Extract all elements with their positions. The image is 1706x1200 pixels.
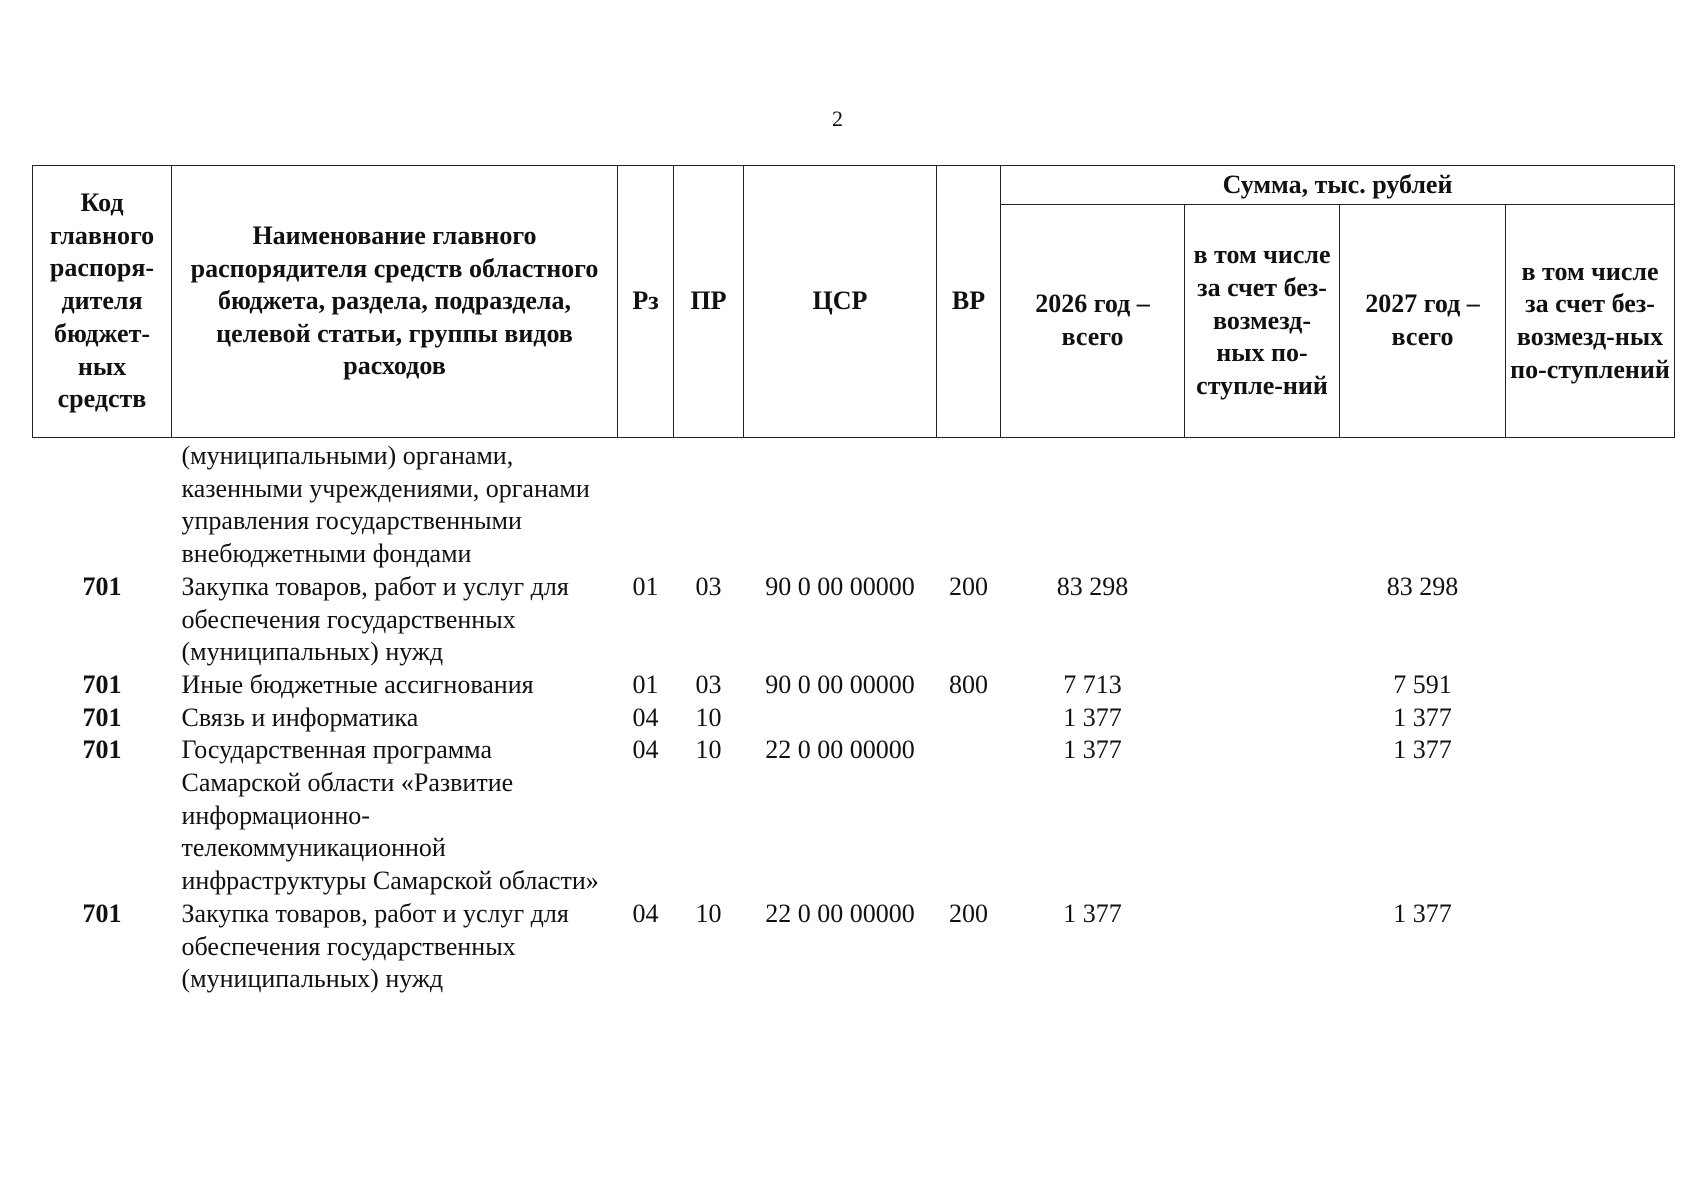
cell-2026-free — [1185, 669, 1340, 702]
cell-code: 701 — [82, 702, 122, 732]
table-body — [33, 438, 1675, 996]
cell-vr: 200 — [949, 898, 988, 928]
header-rz: Рз — [618, 166, 674, 438]
header-2027-total: 2027 год – всего — [1340, 205, 1506, 438]
page-number: 2 — [832, 106, 843, 131]
cell-name: Связь и информатика — [181, 702, 419, 732]
table-row — [33, 669, 1675, 702]
cell-pr: 10 — [695, 898, 722, 928]
header-sum: Сумма, тыс. рублей — [1001, 166, 1675, 205]
cell-name: Иные бюджетные ассигнования — [181, 669, 534, 699]
cell-rz: 01 — [632, 669, 659, 699]
cell-pr: 10 — [695, 735, 722, 765]
cell-name: Закупка товаров, работ и услуг для обеспечения государственных (муниципальных) нужд — [181, 898, 569, 994]
cell-code: 701 — [82, 898, 122, 928]
cell-vr — [937, 438, 1001, 571]
cell-2026-total — [1001, 438, 1185, 571]
cell-name: Государственная программа Самарской области «Развитие информационно-телекоммуникационной инфраструктуры Самарской области» — [181, 735, 599, 896]
table-row — [33, 571, 1675, 669]
cell-2026-total: 1 377 — [1063, 702, 1122, 732]
cell-vr: 200 — [949, 571, 988, 601]
cell-2026-total: 7 713 — [1063, 669, 1122, 699]
cell-2026-free — [1185, 734, 1340, 898]
budget-table — [32, 165, 1675, 996]
cell-2026-free — [1185, 898, 1340, 996]
cell-code: 701 — [82, 735, 122, 765]
cell-csr — [744, 438, 937, 571]
cell-vr — [937, 702, 1001, 735]
cell-2027-free — [1506, 571, 1675, 669]
cell-code: 701 — [82, 571, 122, 601]
header-2027-free: в том числе за счет без-возмезд-ных по-ступлений — [1506, 205, 1675, 438]
cell-rz: 01 — [632, 571, 659, 601]
cell-2027-free — [1506, 669, 1675, 702]
cell-pr: 10 — [695, 702, 722, 732]
cell-rz: 04 — [632, 735, 659, 765]
cell-2026-total: 1 377 — [1063, 898, 1122, 928]
header-pr: ПР — [674, 166, 744, 438]
cell-2027-total: 1 377 — [1393, 898, 1452, 928]
table-row — [33, 702, 1675, 735]
cell-2026-free — [1185, 438, 1340, 571]
cell-pr — [674, 438, 744, 571]
cell-name: (муниципальными) органами, казенными учреждениями, органами управления государственными внебюджетными фондами — [181, 441, 590, 569]
cell-csr: 90 0 00 00000 — [765, 571, 915, 601]
cell-csr: 22 0 00 00000 — [765, 898, 915, 928]
header-2026-free: в том числе за счет без-возмезд-ных по-ступле-ний — [1185, 205, 1340, 438]
cell-2027-free — [1506, 702, 1675, 735]
cell-vr — [937, 734, 1001, 898]
cell-vr: 800 — [949, 669, 988, 699]
cell-pr: 03 — [695, 571, 722, 601]
cell-2026-free — [1185, 702, 1340, 735]
header-csr: ЦСР — [744, 166, 937, 438]
cell-rz: 04 — [632, 898, 659, 928]
header-vr: ВР — [937, 166, 1001, 438]
header-2026-total: 2026 год – всего — [1001, 205, 1185, 438]
cell-csr: 90 0 00 00000 — [765, 669, 915, 699]
cell-2027-free — [1506, 898, 1675, 996]
cell-code: 701 — [82, 669, 122, 699]
table-row — [33, 734, 1675, 898]
table-row — [33, 438, 1675, 571]
cell-csr — [744, 702, 937, 735]
header-name: Наименование главного распорядителя средств областного бюджета, раздела, подраздела, целевой статьи, группы видов расходов — [172, 166, 618, 438]
cell-2026-free — [1185, 571, 1340, 669]
cell-2027-total — [1340, 438, 1506, 571]
cell-2026-total: 83 298 — [1056, 571, 1129, 601]
cell-pr: 03 — [695, 669, 722, 699]
table-header — [33, 166, 1675, 438]
cell-rz: 04 — [632, 702, 659, 732]
cell-2027-total: 1 377 — [1393, 735, 1452, 765]
cell-2027-total: 7 591 — [1393, 669, 1452, 699]
cell-2027-total: 83 298 — [1386, 571, 1459, 601]
cell-2027-free — [1506, 438, 1675, 571]
cell-code — [33, 438, 172, 571]
cell-2027-free — [1506, 734, 1675, 898]
cell-2027-total: 1 377 — [1393, 702, 1452, 732]
cell-rz — [618, 438, 674, 571]
header-code: Код главного распоря-дителя бюджет-ных средств — [33, 166, 172, 438]
cell-csr: 22 0 00 00000 — [765, 735, 915, 765]
table-row — [33, 898, 1675, 996]
cell-2026-total: 1 377 — [1063, 735, 1122, 765]
cell-name: Закупка товаров, работ и услуг для обеспечения государственных (муниципальных) нужд — [181, 571, 569, 667]
